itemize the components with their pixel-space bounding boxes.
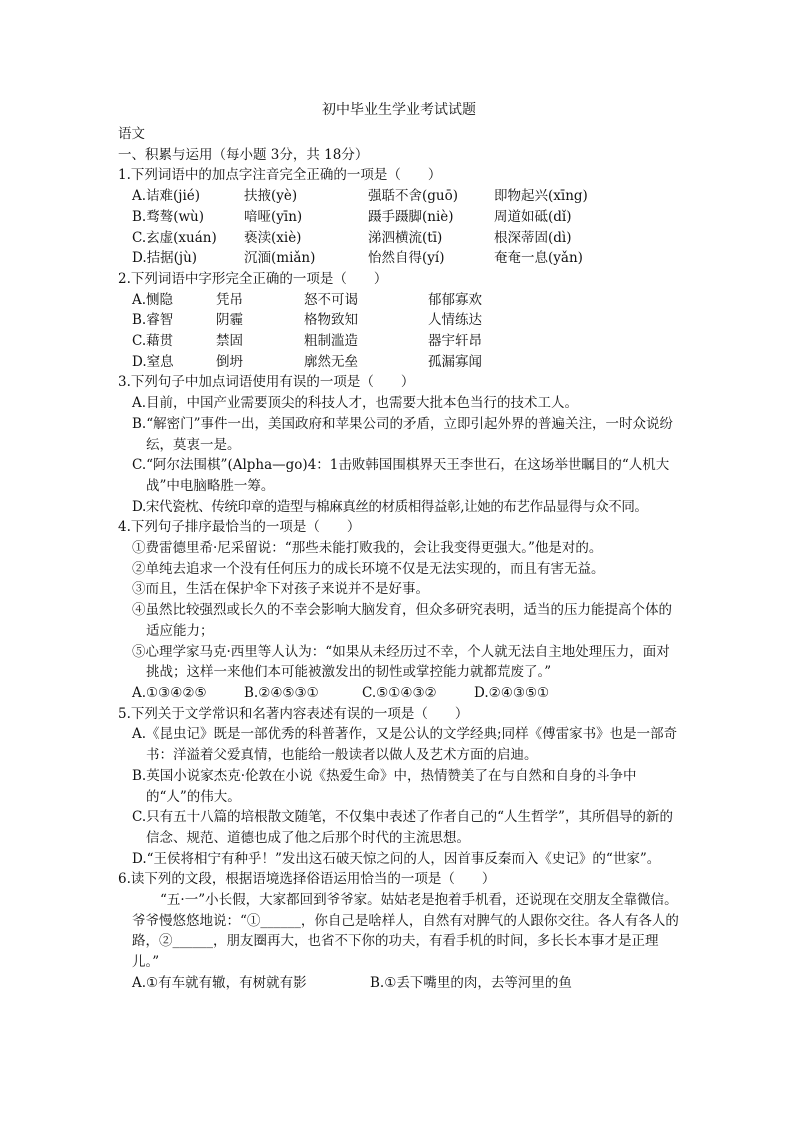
option-cell: 怒不可谒 xyxy=(304,291,358,308)
option-cell: 怡然自得(yí) xyxy=(368,250,445,267)
option-cell: A.①有车就有辙，有树就有影 xyxy=(132,974,307,991)
option-cell: 孤漏寡闻 xyxy=(428,353,482,370)
option-cell: A.诘难(jié) xyxy=(132,188,201,205)
section-heading: 一、积累与运用（每小题 3分，共 18分） xyxy=(118,146,369,163)
question-5-option-b: B.英国小说家杰克·伦敦在小说《热爱生命》中，热情赞美了在与自然和自身的斗争中的“人”的伟大。 xyxy=(132,767,637,805)
option-cell: 沉湎(miǎn) xyxy=(244,250,316,267)
option-cell: 格物致知 xyxy=(304,312,358,329)
question-2-row-d xyxy=(118,352,680,373)
question-4-sentence-5: ⑤心理学家马克·西里等人认为：“如果从未经历过不幸，个人就无法自主地处理压力，面对挑战；这样一来他们本可能被激发出的韧性或掌控能力就都荒废了。” xyxy=(132,643,670,681)
option-cell: D.窒息 xyxy=(132,353,174,370)
question-2-row-c xyxy=(118,331,680,352)
option-cell: A.恻隐 xyxy=(132,291,174,308)
question-4-sentence-4: ④虽然比较强烈或长久的不幸会影响大脑发育，但众多研究表明，适当的压力能提高个体的适应能力； xyxy=(132,602,672,639)
question-4-stem: 4.下列句子排序最恰当的一项是（ ） xyxy=(118,519,361,536)
question-1-stem: 1.下列词语中的加点字注音完全正确的一项是（ ） xyxy=(118,167,442,184)
question-3-stem: 3.下列句子中加点词语使用有误的一项是（ ） xyxy=(118,374,415,391)
subject-label: 语文 xyxy=(118,126,145,142)
question-4-options xyxy=(118,683,680,704)
option-cell: 禁固 xyxy=(216,333,243,350)
question-4-sentence-2: ②单纯去追求一个没有任何压力的成长环境不仅是无法实现的，而且有害无益。 xyxy=(132,560,605,577)
exam-page xyxy=(118,100,680,994)
option-cell: 凭吊 xyxy=(216,291,243,308)
option-cell: 扶掖(yè) xyxy=(244,188,298,205)
question-2-row-b xyxy=(118,310,680,331)
option-cell: 亵渎(xiè) xyxy=(244,229,302,246)
option-cell: 人情练达 xyxy=(428,312,482,329)
question-3-option-b: B.“解密门”事件一出，美国政府和苹果公司的矛盾，立即引起外界的普遍关注，一时众说纷纭，莫衷一是。 xyxy=(132,415,674,453)
option-cell: 阴霾 xyxy=(216,312,243,329)
option-cell: 涕泗横流(tī) xyxy=(368,229,443,246)
option-cell: B.②④⑤③① xyxy=(244,684,319,701)
question-6-stem: 6.读下列的文段，根据语境选择俗语运用恰当的一项是（ ） xyxy=(118,871,496,888)
option-cell: 根深蒂固(dì) xyxy=(494,229,572,246)
option-cell: 廓然无垒 xyxy=(304,353,358,370)
question-1-row-b xyxy=(118,207,680,228)
option-cell: B.骛骜(wù) xyxy=(132,208,204,225)
question-5-option-c: C.只有五十八篇的培根散文随笔，不仅集中表述了作者自己的“人生哲学”，其所倡导的新的信念、规范、道德也成了他之后那个时代的主流思想。 xyxy=(132,809,673,846)
question-2-stem: 2.下列词语中字形完全正确的一项是（ ） xyxy=(118,270,388,287)
question-1-row-a xyxy=(118,186,680,207)
question-3-option-a: A.目前，中国产业需要顶尖的科技人才，也需要大批本色当行的技术工人。 xyxy=(132,395,579,412)
option-cell: 喑哑(yīn) xyxy=(244,208,303,225)
question-4-sentence-1: ①费雷德里希·尼采留说：“那些未能打败我的，会让我变得更强大。”他是对的。 xyxy=(132,540,603,557)
option-cell: C.藉贯 xyxy=(132,333,174,350)
question-6-passage: “五·一”小长假，大家都回到爷爷家。姑姑老是抱着手机看，还说现在交朋友全靠微信。爷爷慢悠悠地说：“①______，你自己是啥样人，自然有对脾气的人跟你交往。各人有各人的路，②______，朋友圈再大，也省不下你的功夫，有看手机的时间，多长长本事才是正理儿。” xyxy=(132,892,679,971)
option-cell: 周道如砥(dǐ) xyxy=(494,208,572,225)
option-cell: 即物起兴(xīng) xyxy=(494,188,588,205)
option-cell: C.玄虚(xuán) xyxy=(132,229,217,246)
question-5-option-d: D.“王侯将相宁有种乎！”发出这石破天惊之问的人，因首事反秦而入《史记》的“世家”。 xyxy=(132,850,661,867)
question-1-row-d xyxy=(118,248,680,269)
question-4-sentence-3: ③而且，生活在保护伞下对孩子来说并不是好事。 xyxy=(132,581,429,598)
option-cell: A.①③④②⑤ xyxy=(132,684,207,701)
question-3-option-d: D.宋代瓷枕、传统印章的造型与棉麻真丝的材质相得益彰,让她的布艺作品显得与众不同。 xyxy=(132,498,648,515)
question-6-options xyxy=(118,973,680,994)
question-3-option-c: C.“阿尔法围棋”(Alpha—go)4：1击败韩国围棋界天王李世石，在这场举世瞩目的“人机大战”中电脑略胜一筹。 xyxy=(132,457,670,494)
option-cell: 蹑手蹑脚(niè) xyxy=(368,208,454,225)
option-cell: 器宇轩昂 xyxy=(428,333,482,350)
option-cell: 倒坍 xyxy=(216,353,243,370)
page-title: 初中毕业生学业考试试题 xyxy=(322,102,476,118)
option-cell: 奄奄一息(yǎn) xyxy=(494,250,583,267)
option-cell: 粗制滥造 xyxy=(304,333,358,350)
option-cell: B.睿智 xyxy=(132,312,174,329)
question-2-row-a xyxy=(118,290,680,311)
option-cell: 强聒不舍(guō) xyxy=(368,188,458,205)
option-cell: 郁郁寡欢 xyxy=(428,291,482,308)
question-1-row-c xyxy=(118,228,680,249)
option-cell: B.①丢下嘴里的肉，去等河里的鱼 xyxy=(370,974,572,991)
question-5-option-a: A.《昆虫记》既是一部优秀的科普著作，又是公认的文学经典;同样《傅雷家书》也是一部奇书：洋溢着父爱真情，也能给一般读者以做人及艺术方面的启迪。 xyxy=(132,726,678,764)
question-5-stem: 5.下列关于文学常识和名著内容表述有误的一项是（ ） xyxy=(118,705,469,722)
option-cell: C.⑤①④③② xyxy=(362,684,437,701)
option-cell: D.拮据(jù) xyxy=(132,250,198,267)
option-cell: D.②④③⑤① xyxy=(474,684,550,701)
